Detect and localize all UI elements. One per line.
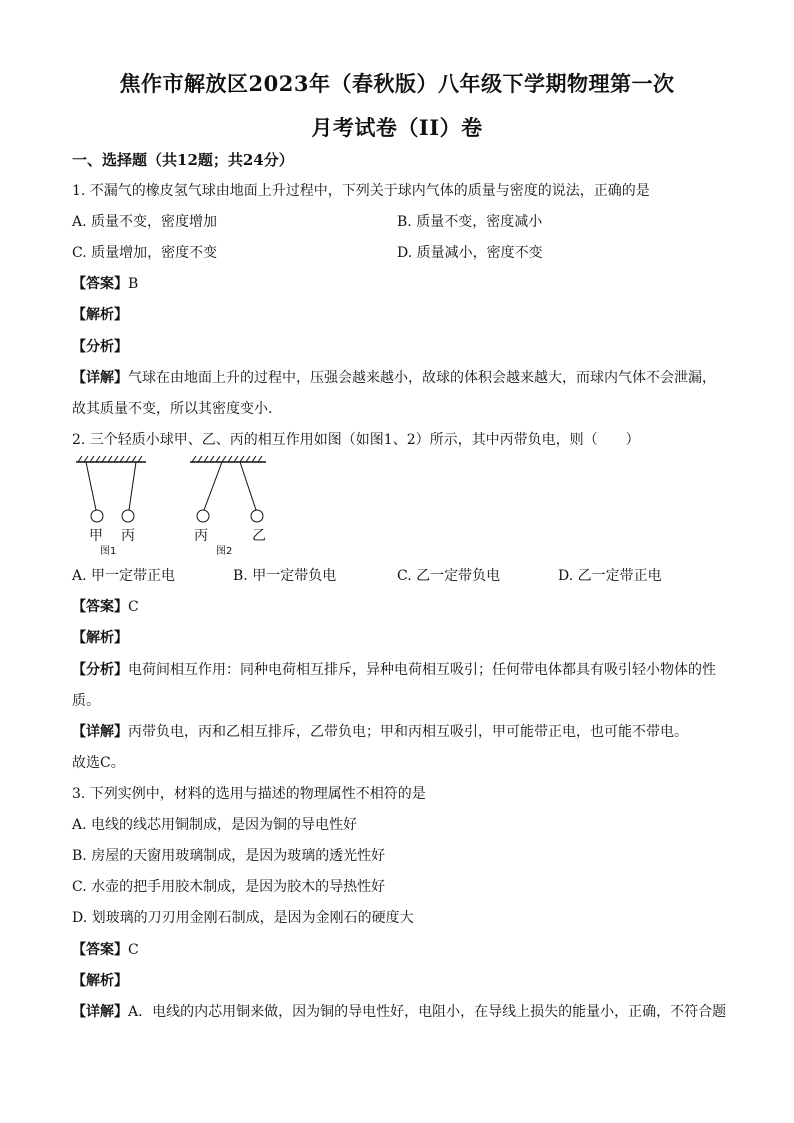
q1-option-c: C. 质量增加，密度不变 (72, 245, 218, 261)
q2-option-a: A. 甲一定带正电 (72, 568, 176, 584)
fig1-label-bing: 丙 (121, 528, 135, 544)
q3-detail-text-1: A．电线的内芯用铜来做，因为铜的导电性好，电阻小，在导线上损失的能量小，正确，不符合题 (128, 1004, 727, 1020)
fig2-string-yi (240, 462, 256, 510)
q3-answer-tag: 【答案】 (72, 942, 128, 958)
q1-option-b: B. 质量不变，密度减小 (397, 214, 543, 230)
q2-detail-line-1 (72, 722, 688, 742)
q1-detail-line-1 (72, 368, 716, 388)
q2-answer-tag: 【答案】 (72, 599, 128, 615)
q2-answer (72, 597, 139, 617)
fig2-ball-yi (251, 510, 263, 522)
q3-answer-value: C (128, 942, 139, 958)
q3-option-d: D. 划玻璃的刀刃用金刚石制成，是因为金刚石的硬度大 (72, 910, 414, 926)
q2-option-d: D. 乙一定带正电 (558, 568, 662, 584)
q1-answer-value: B (128, 276, 139, 292)
section-heading: 一、选择题（共12题；共24分） (72, 151, 294, 169)
q1-stem: 1. 不漏气的橡皮氢气球由地面上升过程中，下列关于球内气体的质量与密度的说法，正确的是 (72, 183, 650, 199)
q2-answer-value: C (128, 599, 139, 615)
q1-detail-line-2: 故其质量不变，所以其密度变小． (72, 401, 282, 417)
q2-option-b: B. 甲一定带负电 (233, 568, 337, 584)
q2-detail-tag: 【详解】 (72, 724, 128, 740)
title-line-1: 焦作市解放区2023年（春秋版）八年级下学期物理第一次 (119, 71, 675, 96)
q3-stem: 3. 下列实例中，材料的选用与描述的物理属性不相符的是 (72, 786, 426, 802)
q1-detail-tag: 【详解】 (72, 370, 128, 386)
fig1-label-jia: 甲 (89, 528, 103, 544)
fig1-string-jia (86, 462, 96, 510)
q2-fenxi-text-1: 电荷间相互作用：同种电荷相互排斥，异种电荷相互吸引；任何带电体都具有吸引轻小物体的性 (128, 662, 716, 678)
fig1-ceiling (76, 456, 146, 462)
q2-option-c: C. 乙一定带负电 (397, 568, 501, 584)
fig2-caption: 图2 (216, 546, 233, 557)
q2-analysis-tag: 【解析】 (72, 630, 128, 646)
q3-answer (72, 940, 139, 960)
q2-fenxi-tag: 【分析】 (72, 662, 128, 678)
q2-stem: 2. 三个轻质小球甲、乙、丙的相互作用如图（如图1、2）所示，其中丙带负电，则（ ） (72, 432, 640, 448)
q1-fenxi-tag: 【分析】 (72, 339, 128, 355)
title-line-2: 月考试卷（II）卷 (311, 115, 483, 140)
q1-analysis-tag: 【解析】 (72, 307, 128, 323)
q3-option-b: B. 房屋的天窗用玻璃制成，是因为玻璃的透光性好 (72, 848, 386, 864)
q2-fenxi-line-1 (72, 660, 716, 680)
fig1-ball-jia (91, 510, 103, 522)
fig1-string-bing (129, 462, 136, 510)
q1-detail-text-1: 气球在由地面上升的过程中，压强会越来越小，故球的体积会越来越大，而球内气体不会泄漏， (128, 370, 716, 386)
fig2-string-bing (204, 462, 222, 510)
q3-option-a: A. 电线的线芯用铜制成，是因为铜的导电性好 (72, 817, 358, 833)
q2-pendulum-figure (70, 456, 280, 558)
q3-detail-tag: 【详解】 (72, 1004, 128, 1020)
q1-answer (72, 274, 138, 294)
q2-fenxi-line-2: 质。 (72, 693, 100, 709)
fig2-label-bing: 丙 (194, 528, 208, 544)
fig2-ceiling (190, 456, 266, 462)
q1-option-d: D. 质量减小，密度不变 (397, 245, 543, 261)
q2-detail-text-1: 丙带负电，丙和乙相互排斥，乙带负电；甲和丙相互吸引，甲可能带正电，也可能不带电。 (128, 724, 688, 740)
q3-option-c: C. 水壶的把手用胶木制成，是因为胶木的导热性好 (72, 879, 386, 895)
q3-analysis-tag: 【解析】 (72, 973, 128, 989)
q3-detail-line-1 (72, 1002, 726, 1022)
fig2-ball-bing (197, 510, 209, 522)
q2-detail-line-2: 故选C。 (72, 755, 125, 771)
q1-option-a: A. 质量不变，密度增加 (72, 214, 218, 230)
q1-answer-tag: 【答案】 (72, 276, 128, 292)
fig1-caption: 图1 (100, 546, 117, 557)
fig1-ball-bing (122, 510, 134, 522)
fig2-label-yi: 乙 (252, 528, 266, 544)
